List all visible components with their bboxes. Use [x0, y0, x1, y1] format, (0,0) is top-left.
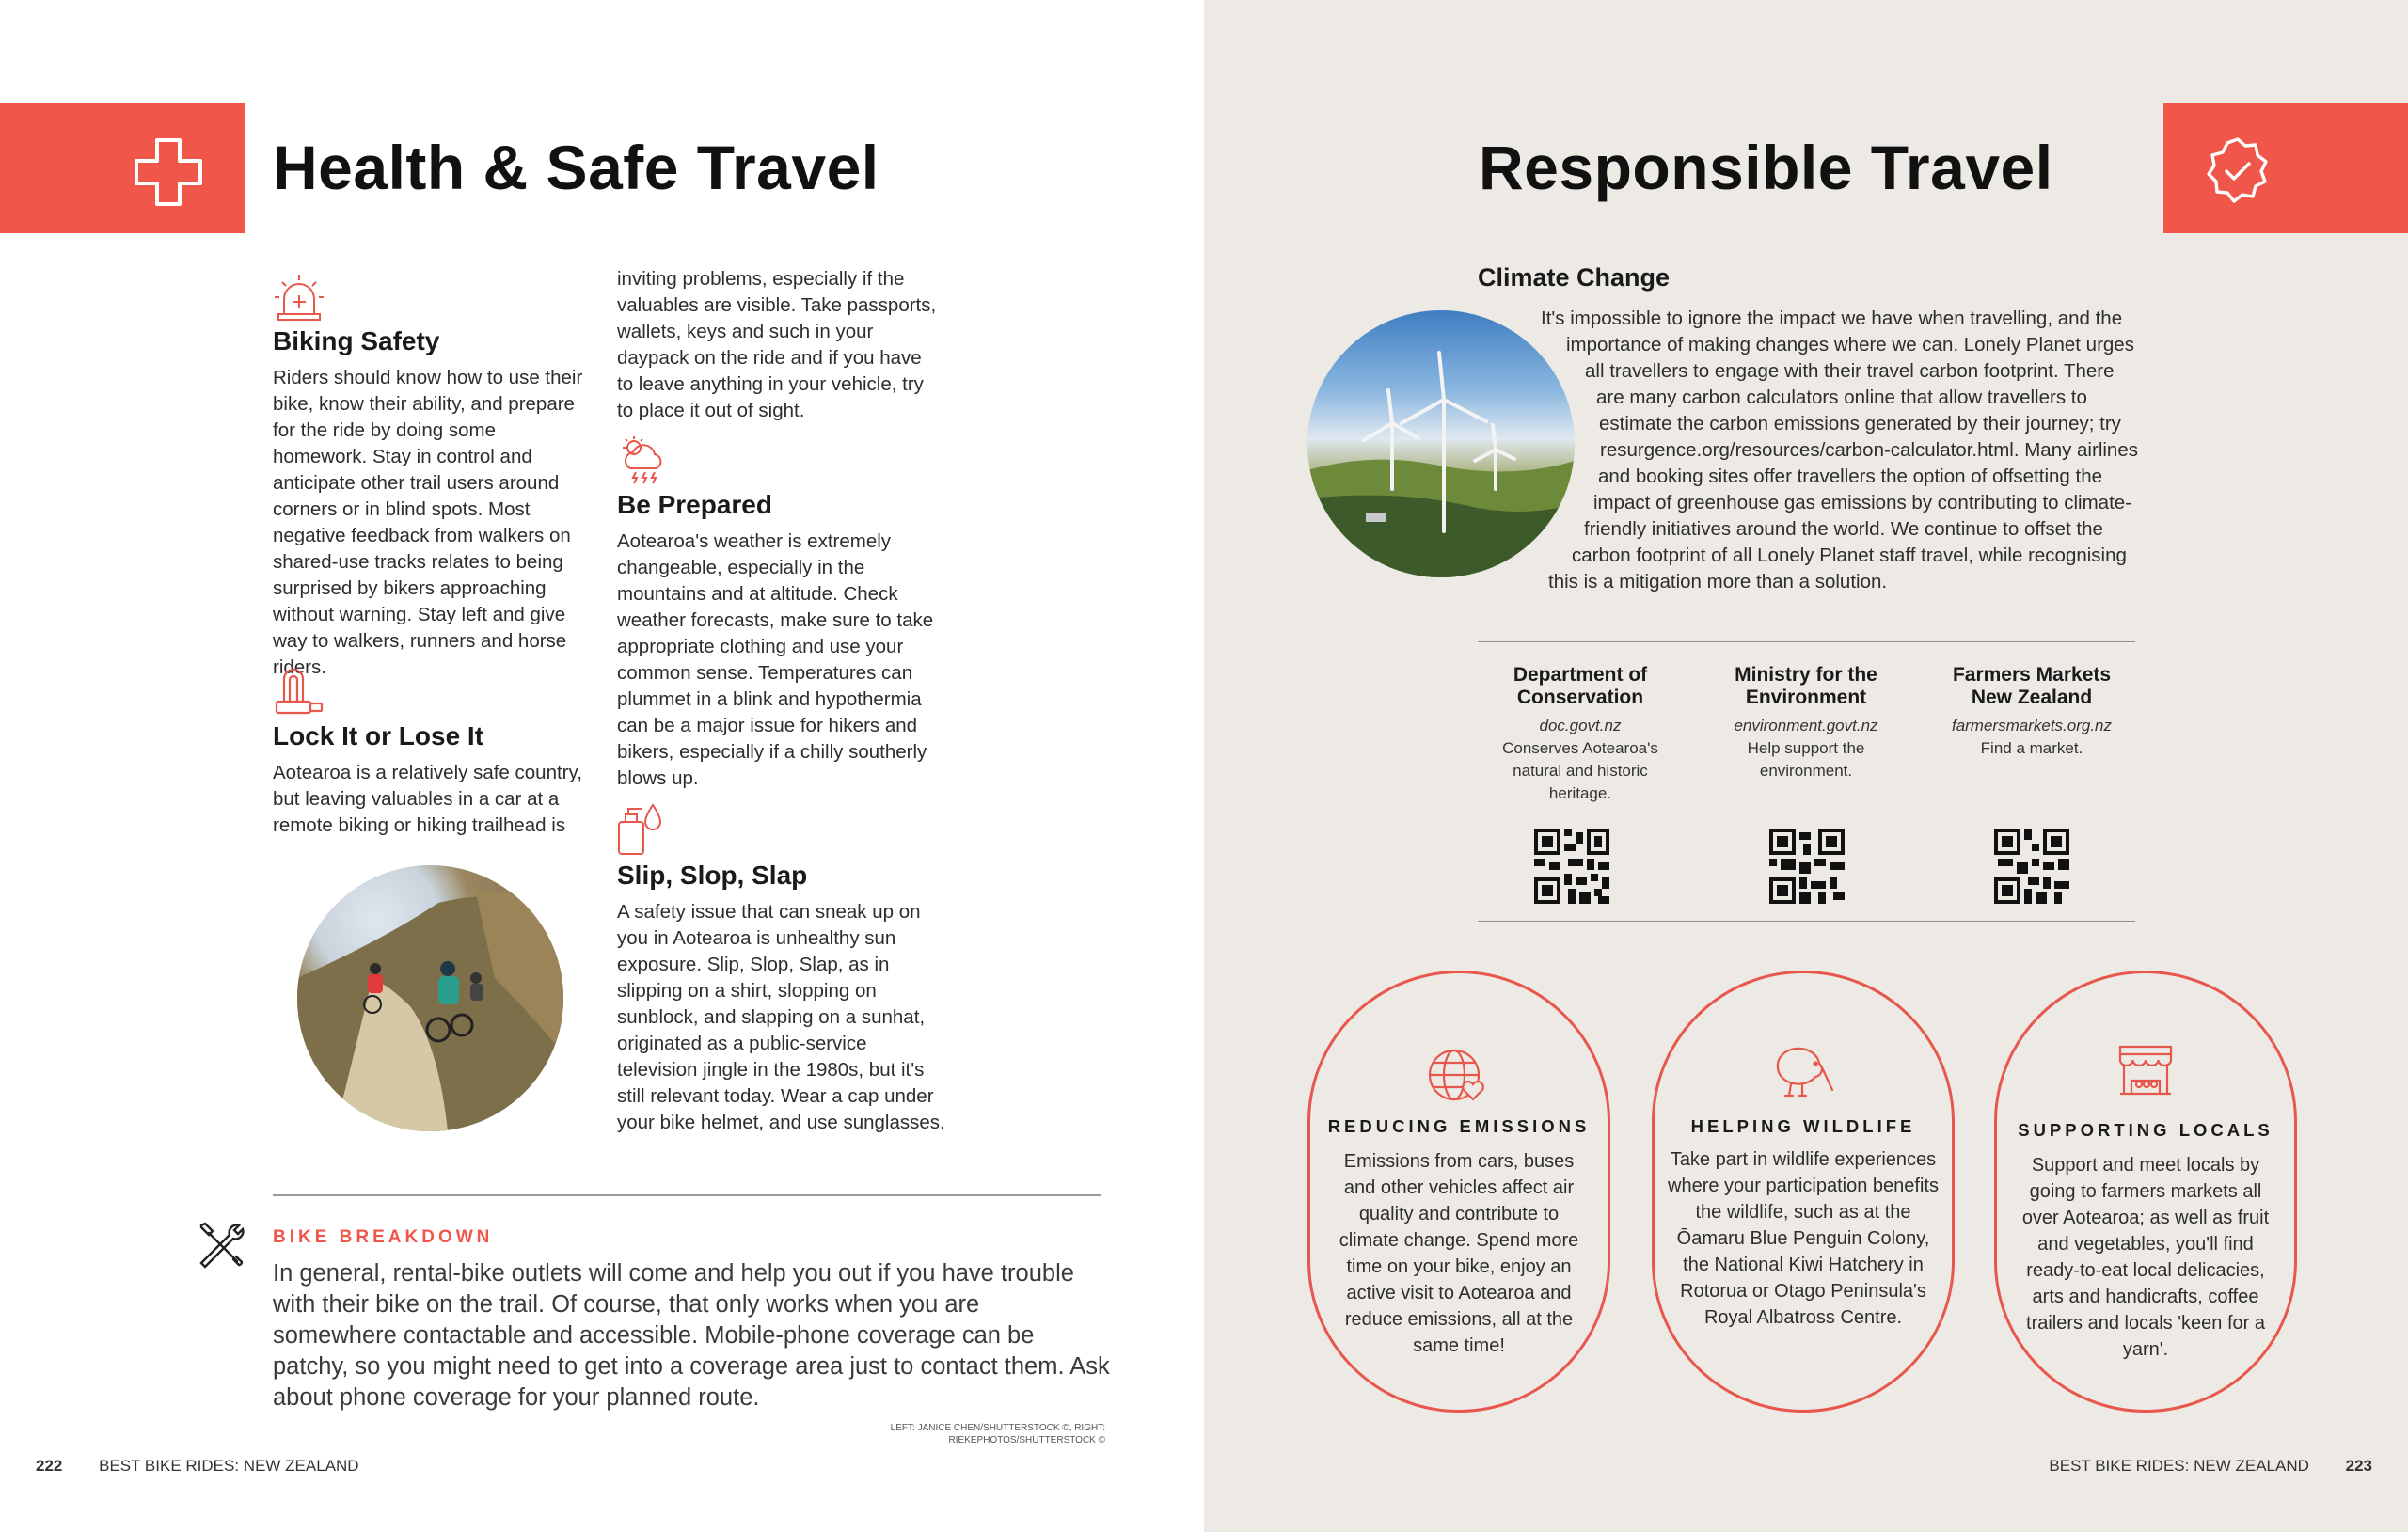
section-heading: Be Prepared: [617, 490, 772, 519]
org-link[interactable]: environment.govt.nz: [1734, 717, 1878, 734]
text-line: all travellers to engage with their travel carbon footprint. There: [1585, 360, 2115, 382]
sunscreen-icon: [617, 801, 662, 856]
text-line: are many carbon calculators online that allow travellers to: [1596, 387, 2087, 408]
org-environment: [1712, 664, 1900, 782]
divider: [1478, 641, 2135, 642]
globe-heart-icon: [1426, 1047, 1492, 1105]
badge-check-icon: [2203, 135, 2273, 205]
org-name: Conservation: [1516, 687, 1644, 708]
callout-heading: BIKE BREAKDOWN: [273, 1227, 494, 1247]
right-page: [1204, 0, 2408, 1532]
health-banner: [0, 103, 245, 233]
tools-icon: [196, 1220, 245, 1269]
tip-text: Take part in wildlife experiences where your participation benefits the wildlife, such as at the Ōamaru Blue Penguin Colony, the National Kiwi Hatchery in Rotorua or Otago Peninsula's Royal Albatross Centre.: [1668, 1149, 1939, 1328]
org-farmers-markets: [1938, 664, 2126, 760]
tip-heading: REDUCING EMISSIONS: [1327, 1116, 1591, 1136]
org-name: New Zealand: [1971, 687, 2093, 708]
running-title: BEST BIKE RIDES: NEW ZEALAND: [2049, 1457, 2309, 1475]
credit-line: RIEKEPHOTOS/SHUTTERSTOCK ©: [948, 1435, 1105, 1445]
text-line: and booking sites offer travellers the option of offsetting the: [1598, 466, 2103, 487]
tip-text: Emissions from cars, buses and other vehicles affect air quality and contribute to climate change. Spend more time on your bike, enjoy an active visit to Aotearoa and reduce emissions, all at the same time!: [1339, 1151, 1579, 1356]
medical-cross-icon: [132, 135, 205, 209]
lock-it-section: [273, 720, 583, 839]
divider: [1478, 921, 2135, 922]
credit-line: LEFT: JANICE CHEN/SHUTTERSTOCK ©, RIGHT:: [890, 1423, 1105, 1433]
text-line: carbon footprint of all Lonely Planet staff travel, while recognising: [1572, 545, 2127, 566]
bike-lock-icon: [273, 664, 325, 717]
section-text: Riders should know how to use their bike, know their ability, and prepare for the ride by doing some homework. Stay in control and anticipate other trail users around corners or in blind spots. Most negative feedback from walkers on shared-use tracks relates to being surprised by bikers approaching without warning. Stay left and give way to walkers, runners and horse riders.: [273, 367, 583, 678]
text-line: this is a mitigation more than a solution.: [1548, 571, 1888, 592]
org-description: Find a market.: [1980, 739, 2083, 757]
biking-safety-section: [273, 325, 583, 681]
page-number: 222: [36, 1457, 63, 1475]
text-line: impact of greenhouse gas emissions by contributing to climate-: [1593, 492, 2132, 513]
running-title: BEST BIKE RIDES: NEW ZEALAND: [99, 1457, 359, 1475]
org-name: Ministry for the: [1735, 664, 1877, 686]
climate-text: [1204, 306, 2145, 595]
responsible-banner: [2163, 103, 2408, 233]
org-name: Farmers Markets: [1952, 664, 2112, 686]
qr-code-icon[interactable]: [1534, 829, 1609, 904]
section-text: A safety issue that can sneak up on you in Aotearoa is unhealthy sun exposure. Slip, Slop, Slap, as in slipping on a shirt, slopping on sunblock, and slapping on a sunhat, originated as a public-service television jingle in the 1980s, but it's still relevant today. Wear a cap under your bike helmet, and use sunglasses.: [617, 901, 945, 1133]
org-link[interactable]: farmersmarkets.org.nz: [1951, 717, 2113, 734]
storm-cloud-icon: [617, 434, 672, 487]
section-heading: Biking Safety: [273, 326, 440, 355]
section-text: inviting problems, especially if the valuables are visible. Take passports, wallets, keys and such in your daypack on the ride and if you have to leave anything in your vehicle, try to place it out of sight.: [617, 268, 937, 421]
market-stall-icon: [2116, 1043, 2175, 1098]
page-footer: [2049, 1457, 2372, 1476]
climate-heading: Climate Change: [1478, 263, 1671, 292]
org-link[interactable]: doc.govt.nz: [1539, 717, 1622, 734]
tip-helping-wildlife: [1652, 971, 1955, 1413]
kiwi-bird-icon: [1770, 1041, 1836, 1099]
section-text: Aotearoa is a relatively safe country, but leaving valuables in a car at a remote biking or hiking trailhead is: [273, 762, 582, 836]
siren-icon: [273, 271, 325, 324]
photo-credit: [847, 1422, 1105, 1446]
cyclists-photo: [297, 865, 563, 1131]
tip-heading: HELPING WILDLIFE: [1690, 1116, 1916, 1136]
tip-reducing-emissions: [1307, 971, 1610, 1413]
lock-it-continued: [617, 266, 937, 424]
slip-slop-slap-section: [617, 860, 946, 1136]
section-heading: Lock It or Lose It: [273, 721, 484, 750]
section-heading: Slip, Slop, Slap: [617, 861, 808, 890]
org-description: Help support the environment.: [1747, 739, 1865, 780]
qr-code-icon[interactable]: [1994, 829, 2069, 904]
org-name: Environment: [1745, 687, 1867, 708]
text-line: estimate the carbon emissions generated by their journey; try: [1599, 413, 2121, 434]
page-footer: [36, 1457, 359, 1476]
tip-supporting-locals: [1994, 971, 2297, 1413]
page-title: Health & Safe Travel: [273, 133, 879, 202]
page-title: Responsible Travel: [1479, 133, 2053, 202]
text-line: friendly initiatives around the world. We continue to offset the: [1584, 518, 2103, 540]
tip-heading: SUPPORTING LOCALS: [2018, 1120, 2273, 1140]
text-line: resurgence.org/resources/carbon-calculator.html. Many airlines: [1600, 439, 2138, 461]
section-text: Aotearoa's weather is extremely changeable, especially in the mountains and at altitude. Check weather forecasts, make sure to take appropriate clothing and use your common sense. Temperatures can plummet in a blink and hypothermia can be a major issue for hikers and bikers, especially if a chilly southerly blows up.: [617, 530, 934, 789]
divider: [273, 1194, 1101, 1196]
text-line: It's impossible to ignore the impact we have when travelling, and the: [1541, 308, 2123, 329]
page-number: 223: [2345, 1457, 2372, 1475]
qr-code-icon[interactable]: [1769, 829, 1845, 904]
callout-text: In general, rental-bike outlets will come and help you out if you have trouble with their bike on the trail. Of course, that only works when you are somewhere contactable and accessible. Mobile-phone coverage can be patchy, so you might need to get into a coverage area just to contact them. Ask about phone coverage for your planned route.: [273, 1260, 1110, 1411]
org-name: Department of: [1513, 664, 1648, 686]
tip-text: Support and meet locals by going to farmers markets all over Aotearoa; as well as fruit and vegetables, you'll find ready-to-eat local delicacies, arts and handicrafts, coffee trailers and locals 'keen for a yarn'.: [2021, 1155, 2270, 1360]
text-line: importance of making changes where we can. Lonely Planet urges: [1566, 334, 2134, 355]
org-doc: [1486, 664, 1674, 805]
be-prepared-section: [617, 489, 937, 792]
org-description: Conserves Aotearoa's natural and historic heritage.: [1502, 739, 1658, 802]
